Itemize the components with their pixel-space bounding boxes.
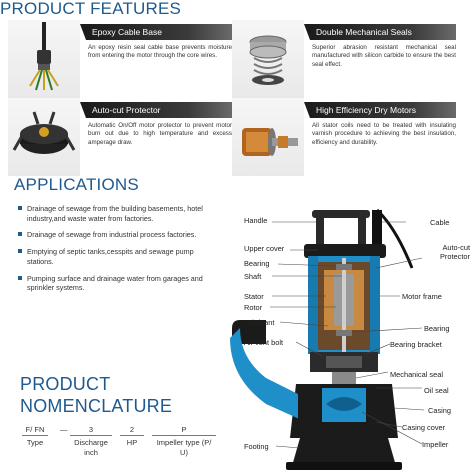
pump-label-bearing: Bearing [244,259,270,268]
list-item: Pumping surface and drainage water from garages and sprinkler systems. [18,274,212,293]
feature-description: Automatic On/Off motor protector to prevent motor burn out due to high temperature and excess amperage draw. [88,122,232,146]
pump-label-handle: Handle [244,216,268,225]
product-features-title: PRODUCT FEATURES [0,0,182,18]
nomenclature-impeller [152,425,216,458]
nomenclature-label: Type [26,438,44,447]
bullet-icon [18,206,22,210]
protector-image [8,98,80,176]
pump-label-air-vent-bolt: Air vent bolt [244,338,284,347]
nomenclature-code: P [152,425,216,436]
nomenclature-label: Impeller type (P/ U) [156,438,212,457]
nomenclature-label: Discharge inch [74,438,108,457]
pump-label-stator: Stator [244,292,264,301]
pump-label-bearing-bracket: Bearing bracket [390,340,442,349]
pump-label-mechanical-seal: Mechanical seal [390,370,443,379]
feature-heading: High Efficiency Dry Motors [310,102,456,118]
feature-heading: Epoxy Cable Base [86,24,232,40]
applications-list [18,204,212,300]
pump-label-lubricant: Lubricant [244,318,275,327]
feature-description: An epoxy resin seal cable base prevents moisture from entering the motor through the core wires. [88,44,232,60]
pump-label-casing-cover: Casing cover [402,423,446,432]
nomenclature-title-line1: PRODUCT [20,374,111,394]
list-item: Emptying of septic tanks,cesspits and sewage pump stations. [18,247,212,266]
nomenclature-dash: — [60,425,68,434]
pump-label-impeller: Impeller [422,440,449,449]
cable-base-image [8,20,80,98]
nomenclature-discharge [70,425,112,458]
pump-label-cable: Cable [430,218,450,227]
feature-auto-cut-protector [8,98,232,176]
nomenclature-title-line2: NOMENCLATURE [20,396,173,416]
feature-high-efficiency-dry-motors [232,98,456,176]
bullet-icon [18,232,22,236]
nomenclature-code: 3 [70,425,112,436]
pump-label-bearing-right: Bearing [424,324,450,333]
nomenclature-label: HP [126,438,138,447]
nomenclature-code: 2 [120,425,144,436]
feature-heading: Double Mechanical Seals [310,24,456,40]
applications-title: APPLICATIONS [14,175,139,194]
pump-label-auto-cut-protector: Auto-cut Protector [440,243,470,261]
bullet-icon [18,276,22,280]
nomenclature-hp [120,425,144,448]
motor-stator-image [232,98,304,176]
pump-label-rotor: Rotor [244,303,263,312]
pump-label-casing: Casing [428,406,452,415]
mechanical-seal-image [232,20,304,98]
feature-epoxy-cable-base [8,20,232,98]
feature-description: Superior abrasion resistant mechanical seal manufactured with silicon carbide to ensure the best seal effect. [312,44,456,68]
pump-label-upper-cover: Upper cover [244,244,285,253]
pump-label-shaft: Shaft [244,272,262,281]
feature-double-mechanical-seals [232,20,456,98]
list-item: Drainage of sewage from the building basements, hotel industry,and waste water from factories. [18,204,212,223]
list-item: Drainage of sewage from industrial process factories. [18,230,212,240]
pump-label-motor-frame: Motor frame [402,292,442,301]
pump-label-oil-seal: Oil seal [424,386,449,395]
nomenclature-code: F/ FN [22,425,48,436]
bullet-icon [18,249,22,253]
nomenclature-type [22,425,48,448]
feature-heading: Auto-cut Protector [86,102,232,118]
feature-description: All stator coils need to be treated with insulating varnish procedure to achieving the best insulation, efficiency and durability. [312,122,456,146]
pump-label-footing: Footing [244,442,269,451]
